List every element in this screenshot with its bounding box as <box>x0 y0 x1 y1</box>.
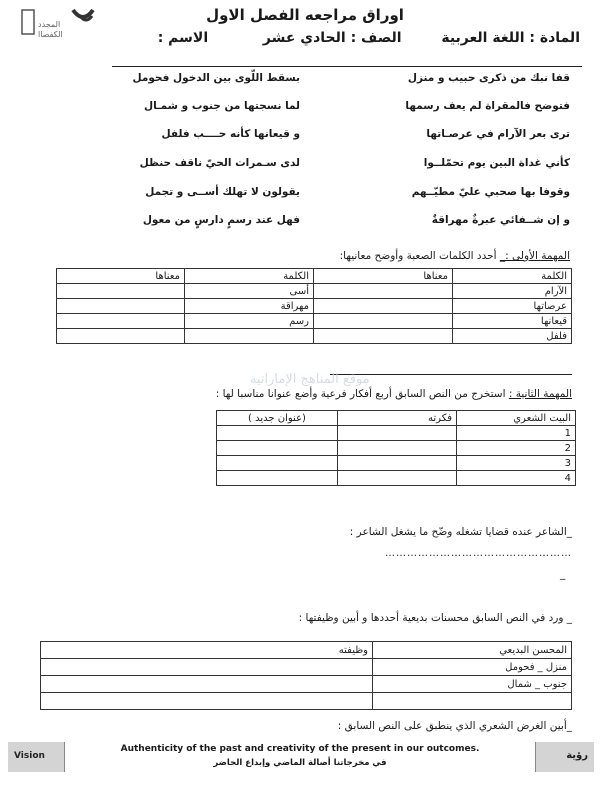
word-cell: عرصاتها <box>453 299 572 314</box>
row-number: 2 <box>457 441 576 456</box>
table-header-cell: معناها <box>314 269 453 284</box>
table-header-cell: البيت الشعري <box>457 411 576 426</box>
answer-cell[interactable] <box>338 471 457 486</box>
table-row <box>57 284 572 299</box>
answer-cell[interactable] <box>217 471 338 486</box>
table-row <box>41 676 572 693</box>
table-header-row <box>217 411 576 426</box>
footer-bar <box>8 742 594 772</box>
answer-cell[interactable] <box>338 456 457 471</box>
poem-verse-3-left: و قيعانها كأنه حــــب فلفل <box>161 128 300 140</box>
word-cell: أسى <box>185 284 314 299</box>
poem-verse-2-right: فتوضح فالمقراة لم يعف رسمها <box>405 100 570 112</box>
device-cell: جنوب _ شمال <box>373 676 572 693</box>
q2-table <box>40 641 572 710</box>
answer-cell[interactable] <box>57 329 185 344</box>
grade-label: الصف : الحادي عشر <box>262 30 402 46</box>
answer-cell[interactable] <box>314 284 453 299</box>
logo-icon <box>18 6 108 40</box>
row-number: 1 <box>457 426 576 441</box>
task1-label: المهمة الأولى :_ <box>499 250 570 262</box>
task1-table <box>56 268 572 344</box>
answer-cell[interactable] <box>41 693 373 710</box>
table-header-cell: فكرته <box>338 411 457 426</box>
page-title: اوراق مراجعه الفصل الاول <box>206 6 404 24</box>
task2-prompt <box>20 388 572 400</box>
word-cell: قيعانها <box>453 314 572 329</box>
poem-verse-3-right: ترى بعر الآرام في عرصـاتها <box>426 128 570 140</box>
poem-verse-4-left: لدى سـمرات الحيّ ناقف حنظل <box>139 157 300 169</box>
device-cell: منزل _ فحومل <box>373 659 572 676</box>
footer-english: Authenticity of the past and creativity of the present in our outcomes. <box>120 744 480 754</box>
poem-verse-4-right: كأني غداة البين يوم تحمّلــوا <box>423 157 570 169</box>
word-cell: مهراقة <box>185 299 314 314</box>
answer-cell[interactable] <box>217 441 338 456</box>
answer-cell[interactable] <box>57 284 185 299</box>
answer-cell[interactable] <box>338 426 457 441</box>
table-row <box>217 456 576 471</box>
answer-cell[interactable] <box>314 299 453 314</box>
task1-prompt <box>20 250 570 262</box>
answer-cell[interactable] <box>41 676 373 693</box>
subject-label: المادة : اللغة العربية <box>441 30 580 46</box>
q2-text: _ ورد في النص السابق محسنات بديعية أحددها و أبين وظيفتها : <box>298 612 572 624</box>
task1-text: أحدد الكلمات الصعبة وأوضح معانيها: <box>339 250 497 262</box>
footer-ruya: رؤية <box>566 750 588 761</box>
poem-verse-6-left: فهل عند رسمٍ دارسٍ من معول <box>142 214 300 226</box>
table-header-row <box>57 269 572 284</box>
q1-text: _الشاعر عنده قضايا تشغله وضّح ما يشغل الشاعر : <box>349 526 572 538</box>
word-cell: الآرام <box>453 284 572 299</box>
poem-verse-5-right: وقوفا بها صحبي عليّ مطيّــهم <box>411 186 570 198</box>
table-row <box>217 426 576 441</box>
footer-arabic: في مخرجاتنا أصالة الماضي وإبداع الحاضر <box>213 758 387 768</box>
answer-cell[interactable] <box>217 456 338 471</box>
q1-dash: _ <box>560 568 566 580</box>
word-cell: فلفل <box>453 329 572 344</box>
logo-text-2: الكفصاا <box>38 30 63 39</box>
table-row <box>217 441 576 456</box>
poem-verse-5-left: يقولون لا تهلك أســى و تجمل <box>145 186 300 198</box>
table-header-cell: (عنوان جديد ) <box>217 411 338 426</box>
header-divider <box>112 66 582 67</box>
task2-table <box>216 410 576 486</box>
answer-cell[interactable] <box>338 441 457 456</box>
header-info <box>110 30 580 46</box>
table-header-cell: وظيفته <box>41 642 373 659</box>
poem-verse-1-right: قفا نبك من ذكرى حبيب و منزل <box>407 72 570 84</box>
answer-cell[interactable] <box>57 314 185 329</box>
table-header-cell: الكلمة <box>453 269 572 284</box>
table-row <box>57 314 572 329</box>
table-row <box>217 471 576 486</box>
table-header-cell: المحسن البديعي <box>373 642 572 659</box>
answer-cell[interactable] <box>217 426 338 441</box>
footer-motto <box>64 742 536 772</box>
answer-cell[interactable] <box>185 329 314 344</box>
word-cell: رسم <box>185 314 314 329</box>
poem-verse-2-left: لما نسجتها من جنوب و شمـال <box>143 100 300 112</box>
footer-vision: Vision <box>14 751 45 761</box>
row-number: 4 <box>457 471 576 486</box>
task2-text: استخرج من النص السابق أربع أفكار فرعية وأضع عنوانا مناسبا لها : <box>215 388 506 400</box>
school-logo <box>18 6 108 40</box>
table-row <box>41 693 572 710</box>
row-number: 3 <box>457 456 576 471</box>
answer-cell[interactable] <box>314 314 453 329</box>
table-header-cell: الكلمة <box>185 269 314 284</box>
answer-cell[interactable] <box>41 659 373 676</box>
logo-text-1: المجدد <box>38 20 61 29</box>
poem-verse-1-left: بسقط اللّوى بين الدخول فحومل <box>132 72 300 84</box>
table-row <box>57 329 572 344</box>
table-header-row <box>41 642 572 659</box>
q1-answer-dots: …………………………………………… <box>385 548 572 559</box>
name-label: الاسم : <box>157 30 209 46</box>
table-row <box>41 659 572 676</box>
poem-verse-6-right: و إن شــفائي عبرةٌ مهراقةٌ <box>431 214 570 226</box>
task2-label: المهمة الثانية : <box>508 388 572 400</box>
table-row <box>57 299 572 314</box>
watermark: موقع المناهج الإماراتية <box>250 372 370 387</box>
table-header-cell: معناها <box>57 269 185 284</box>
answer-cell[interactable] <box>57 299 185 314</box>
device-cell <box>373 693 572 710</box>
answer-cell[interactable] <box>314 329 453 344</box>
q3-text: _أبين الغرض الشعري الذي ينطبق على النص السابق : <box>337 720 572 732</box>
